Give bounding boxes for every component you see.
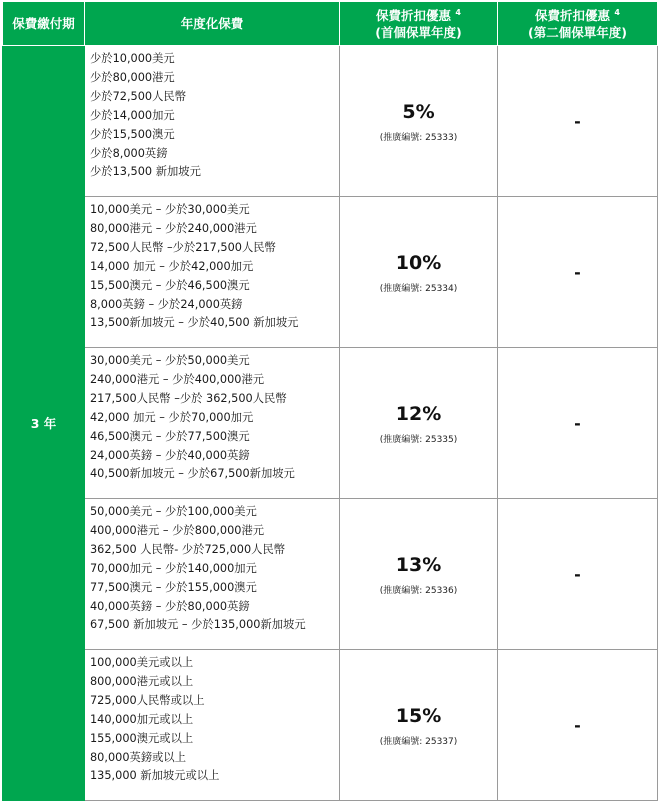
first-year-discount-cell: [340, 650, 498, 801]
header-first-year-title: 保費折扣優惠: [376, 7, 452, 23]
header-first-year-subtitle: (首個保單年度): [375, 24, 462, 40]
tier-row: [3, 197, 658, 348]
premium-range-line: 13,500新加坡元 – 少於40,500 新加坡元: [90, 316, 299, 330]
premium-range-line: 217,500人民幣 –少於 362,500人民幣: [90, 391, 287, 405]
premium-range-line: 80,000英鎊或以上: [90, 750, 187, 764]
premium-range-line: 72,500人民幣 –少於217,500人民幣: [90, 240, 276, 254]
discount-rate: 5%: [402, 100, 435, 123]
tier-row: [3, 46, 658, 197]
premium-range-line: 50,000美元 – 少於100,000美元: [90, 505, 257, 518]
premium-range-line: 10,000美元 – 少於30,000美元: [90, 203, 250, 216]
header-annual-premium-label: 年度化保費: [180, 16, 244, 31]
premium-range-line: 少於80,000港元: [90, 70, 175, 84]
second-year-discount-value: -: [574, 564, 581, 584]
annual-premium-range-cell: [85, 348, 340, 499]
tier-row: [3, 348, 658, 499]
first-year-discount-cell: [340, 46, 498, 197]
second-year-discount-cell: [498, 197, 658, 348]
annual-premium-range-cell: [85, 650, 340, 801]
header-annual-premium: [85, 2, 340, 46]
second-year-discount-value: -: [574, 111, 581, 131]
premium-range-line: 725,000人民幣或以上: [90, 693, 205, 707]
premium-range-line: 77,500澳元 – 少於155,000澳元: [90, 580, 257, 594]
premium-range-line: 30,000美元 – 少於50,000美元: [90, 354, 250, 367]
header-first-year-discount: [340, 2, 498, 46]
promo-code: (推廣編號: 25334): [379, 283, 458, 294]
premium-range-line: 少於15,500澳元: [90, 127, 175, 141]
second-year-discount-value: -: [574, 715, 581, 735]
promo-code: (推廣編號: 25336): [379, 585, 458, 596]
premium-range-line: 70,000加元 – 少於140,000加元: [90, 561, 257, 575]
annual-premium-range-cell: [85, 46, 340, 197]
premium-range-line: 100,000美元或以上: [90, 656, 194, 669]
first-year-discount-cell: [340, 197, 498, 348]
header-second-year-subtitle: (第二個保單年度): [528, 24, 627, 40]
discount-rate: 15%: [395, 704, 442, 727]
premium-range-line: 140,000加元或以上: [90, 712, 194, 726]
header-term: [3, 2, 85, 46]
premium-range-line: 42,000 加元 – 少於70,000加元: [90, 410, 254, 424]
premium-range-line: 15,500澳元 – 少於46,500澳元: [90, 278, 250, 292]
premium-range-line: 46,500澳元 – 少於77,500澳元: [90, 429, 250, 443]
premium-range-line: 155,000澳元或以上: [90, 731, 194, 745]
promo-code: (推廣編號: 25333): [379, 132, 458, 143]
footnote-marker: 4: [455, 7, 461, 17]
premium-range-line: 8,000英鎊 – 少於24,000英鎊: [90, 297, 243, 311]
premium-range-line: 少於8,000英鎊: [90, 146, 168, 160]
premium-range-line: 少於72,500人民幣: [90, 89, 187, 103]
premium-range-line: 少於14,000加元: [90, 108, 175, 122]
annual-premium-range-cell: [85, 499, 340, 650]
first-year-discount-cell: [340, 348, 498, 499]
promo-code: (推廣編號: 25335): [379, 434, 458, 445]
discount-rate: 13%: [395, 553, 442, 576]
premium-range-line: 24,000英鎊 – 少於40,000英鎊: [90, 448, 250, 462]
second-year-discount-cell: [498, 499, 658, 650]
header-second-year-title: 保費折扣優惠: [535, 7, 611, 23]
header-term-label: 保費繳付期: [12, 16, 75, 31]
premium-range-line: 135,000 新加坡元或以上: [90, 769, 220, 783]
premium-range-line: 800,000港元或以上: [90, 674, 194, 688]
tier-row: [3, 650, 658, 801]
premium-range-line: 80,000港元 – 少於240,000港元: [90, 221, 257, 235]
premium-range-line: 362,500 人民幣- 少於725,000人民幣: [90, 542, 286, 556]
second-year-discount-value: -: [574, 262, 581, 282]
premium-range-line: 14,000 加元 – 少於42,000加元: [90, 259, 254, 273]
first-year-discount-cell: [340, 499, 498, 650]
premium-range-line: 40,000英鎊 – 少於80,000英鎊: [90, 599, 250, 613]
second-year-discount-cell: [498, 650, 658, 801]
premium-range-line: 少於13,500 新加坡元: [90, 165, 201, 179]
premium-range-line: 67,500 新加坡元 – 少於135,000新加坡元: [90, 618, 306, 632]
payment-term-cell: [3, 46, 85, 801]
header-row: [3, 2, 658, 46]
discount-rate: 12%: [395, 402, 442, 425]
second-year-discount-cell: [498, 348, 658, 499]
premium-range-line: 400,000港元 – 少於800,000港元: [90, 523, 265, 537]
header-second-year-discount: [498, 2, 658, 46]
promo-code: (推廣編號: 25337): [379, 736, 458, 747]
premium-range-line: 40,500新加坡元 – 少於67,500新加坡元: [90, 467, 295, 481]
tier-row: [3, 499, 658, 650]
second-year-discount-value: -: [574, 413, 581, 433]
premium-range-line: 240,000港元 – 少於400,000港元: [90, 372, 265, 386]
premium-range-line: 少於10,000美元: [90, 52, 175, 65]
second-year-discount-cell: [498, 46, 658, 197]
footnote-marker: 4: [614, 7, 620, 17]
premium-discount-table: [2, 1, 658, 801]
discount-rate: 10%: [395, 251, 442, 274]
payment-term-label: 3 年: [30, 416, 57, 431]
annual-premium-range-cell: [85, 197, 340, 348]
